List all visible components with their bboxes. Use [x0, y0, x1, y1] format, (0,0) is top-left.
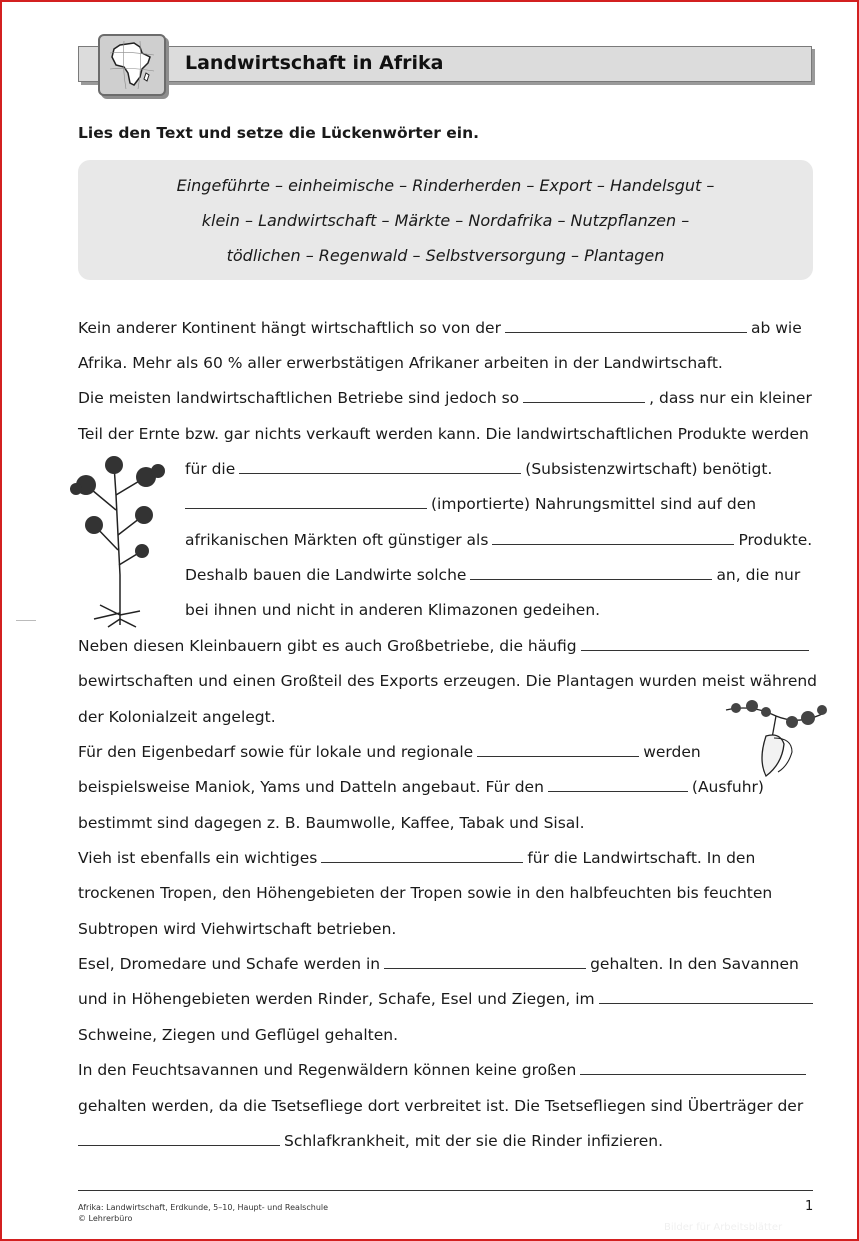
text-line-23: gehalten werden, da die Tsetsefliege dort verbreitet ist. Die Tsetsefliegen sind Überträger der [78, 1097, 804, 1115]
watermark: Bilder für Arbeitsblätter [664, 1222, 783, 1233]
text-line-21: Schweine, Ziegen und Geflügel gehalten. [78, 1026, 399, 1044]
text-line-1: Kein anderer Kontinent hängt wirtschaftlich so von der ab wie [78, 319, 802, 337]
text-line-4: Teil der Ernte bzw. gar nichts verkauft werden kann. Die landwirtschaftlichen Produkte werden [78, 425, 809, 443]
gap-9[interactable] [548, 777, 688, 792]
text-line-7: afrikanischen Märkten oft günstiger als Produkte. [185, 531, 813, 549]
gap-12[interactable] [599, 989, 813, 1004]
text-line-11: bewirtschaften und einen Großteil des Exports erzeugen. Die Plantagen wurden meist während [78, 672, 818, 690]
word-bank-line-1: Eingeführte – einheimische – Rinderherden – Export – Handelsgut – [176, 176, 715, 195]
gap-1[interactable] [505, 318, 747, 333]
word-bank-line-3: tödlichen – Regenwald – Selbstversorgung – Plantagen [226, 246, 665, 265]
instruction-text: Lies den Text und setze die Lückenwörter ein. [78, 124, 480, 142]
word-bank-line-2: klein – Landwirtschaft – Märkte – Nordafrika – Nutzpflanzen – [201, 211, 690, 230]
text-line-3: Die meisten landwirtschaftlichen Betriebe sind jedoch so , dass nur ein kleiner [78, 389, 812, 407]
page-title: Landwirtschaft in Afrika [185, 52, 444, 74]
text-line-17: trockenen Tropen, den Höhengebieten der Tropen sowie in den halbfeuchten bis feuchten [78, 884, 773, 902]
text-line-19: Esel, Dromedare und Schafe werden in gehalten. In den Savannen [78, 955, 799, 973]
gap-13[interactable] [580, 1060, 806, 1075]
text-line-15: bestimmt sind dagegen z. B. Baumwolle, Kaffee, Tabak und Sisal. [78, 814, 585, 832]
text-line-14: beispielsweise Maniok, Yams und Datteln angebaut. Für den (Ausfuhr) [78, 778, 764, 796]
text-line-6: (importierte) Nahrungsmittel sind auf den [185, 494, 756, 514]
gap-11[interactable] [384, 954, 586, 969]
text-line-2: Afrika. Mehr als 60 % aller erwerbstätigen Afrikaner arbeiten in der Landwirtschaft. [78, 354, 723, 372]
cassava-plant-icon [64, 455, 176, 631]
word-bank-box [78, 160, 813, 280]
yam-plant-icon [722, 698, 830, 778]
text-line-16: Vieh ist ebenfalls ein wichtiges für die Landwirtschaft. In den [78, 849, 756, 867]
text-line-13: Für den Eigenbedarf sowie für lokale und regionale werden [78, 743, 701, 761]
footer-source: Afrika: Landwirtschaft, Erdkunde, 5–10, Haupt- und Realschule [78, 1203, 329, 1212]
footer-copyright: © Lehrerbüro [78, 1214, 133, 1223]
text-line-10: Neben diesen Kleinbauern gibt es auch Großbetriebe, die häufig [78, 636, 813, 656]
text-line-18: Subtropen wird Viehwirtschaft betrieben. [78, 920, 397, 938]
gap-6[interactable] [470, 565, 712, 580]
gap-10[interactable] [321, 848, 523, 863]
gap-8[interactable] [477, 742, 639, 757]
text-line-8: Deshalb bauen die Landwirte solche an, die nur [185, 566, 801, 584]
text-line-20: und in Höhengebieten werden Rinder, Schafe, Esel und Ziegen, im [78, 989, 817, 1009]
margin-mark [16, 620, 36, 621]
page-number: 1 [805, 1199, 814, 1214]
gap-4[interactable] [185, 494, 427, 509]
gap-7[interactable] [581, 636, 809, 651]
text-line-24: Schlafkrankheit, mit der sie die Rinder infizieren. [78, 1131, 663, 1151]
gap-2[interactable] [523, 388, 645, 403]
gap-3[interactable] [239, 459, 521, 474]
text-line-12: der Kolonialzeit angelegt. [78, 708, 276, 726]
footer-rule [78, 1190, 813, 1191]
text-line-5: für die (Subsistenzwirtschaft) benötigt. [185, 460, 773, 478]
text-line-9: bei ihnen und nicht in anderen Klimazonen gedeihen. [185, 601, 601, 619]
africa-map-icon [98, 34, 166, 96]
gap-14[interactable] [78, 1131, 280, 1146]
gap-5[interactable] [492, 530, 734, 545]
text-line-22: In den Feuchtsavannen und Regenwäldern können keine großen [78, 1060, 810, 1080]
